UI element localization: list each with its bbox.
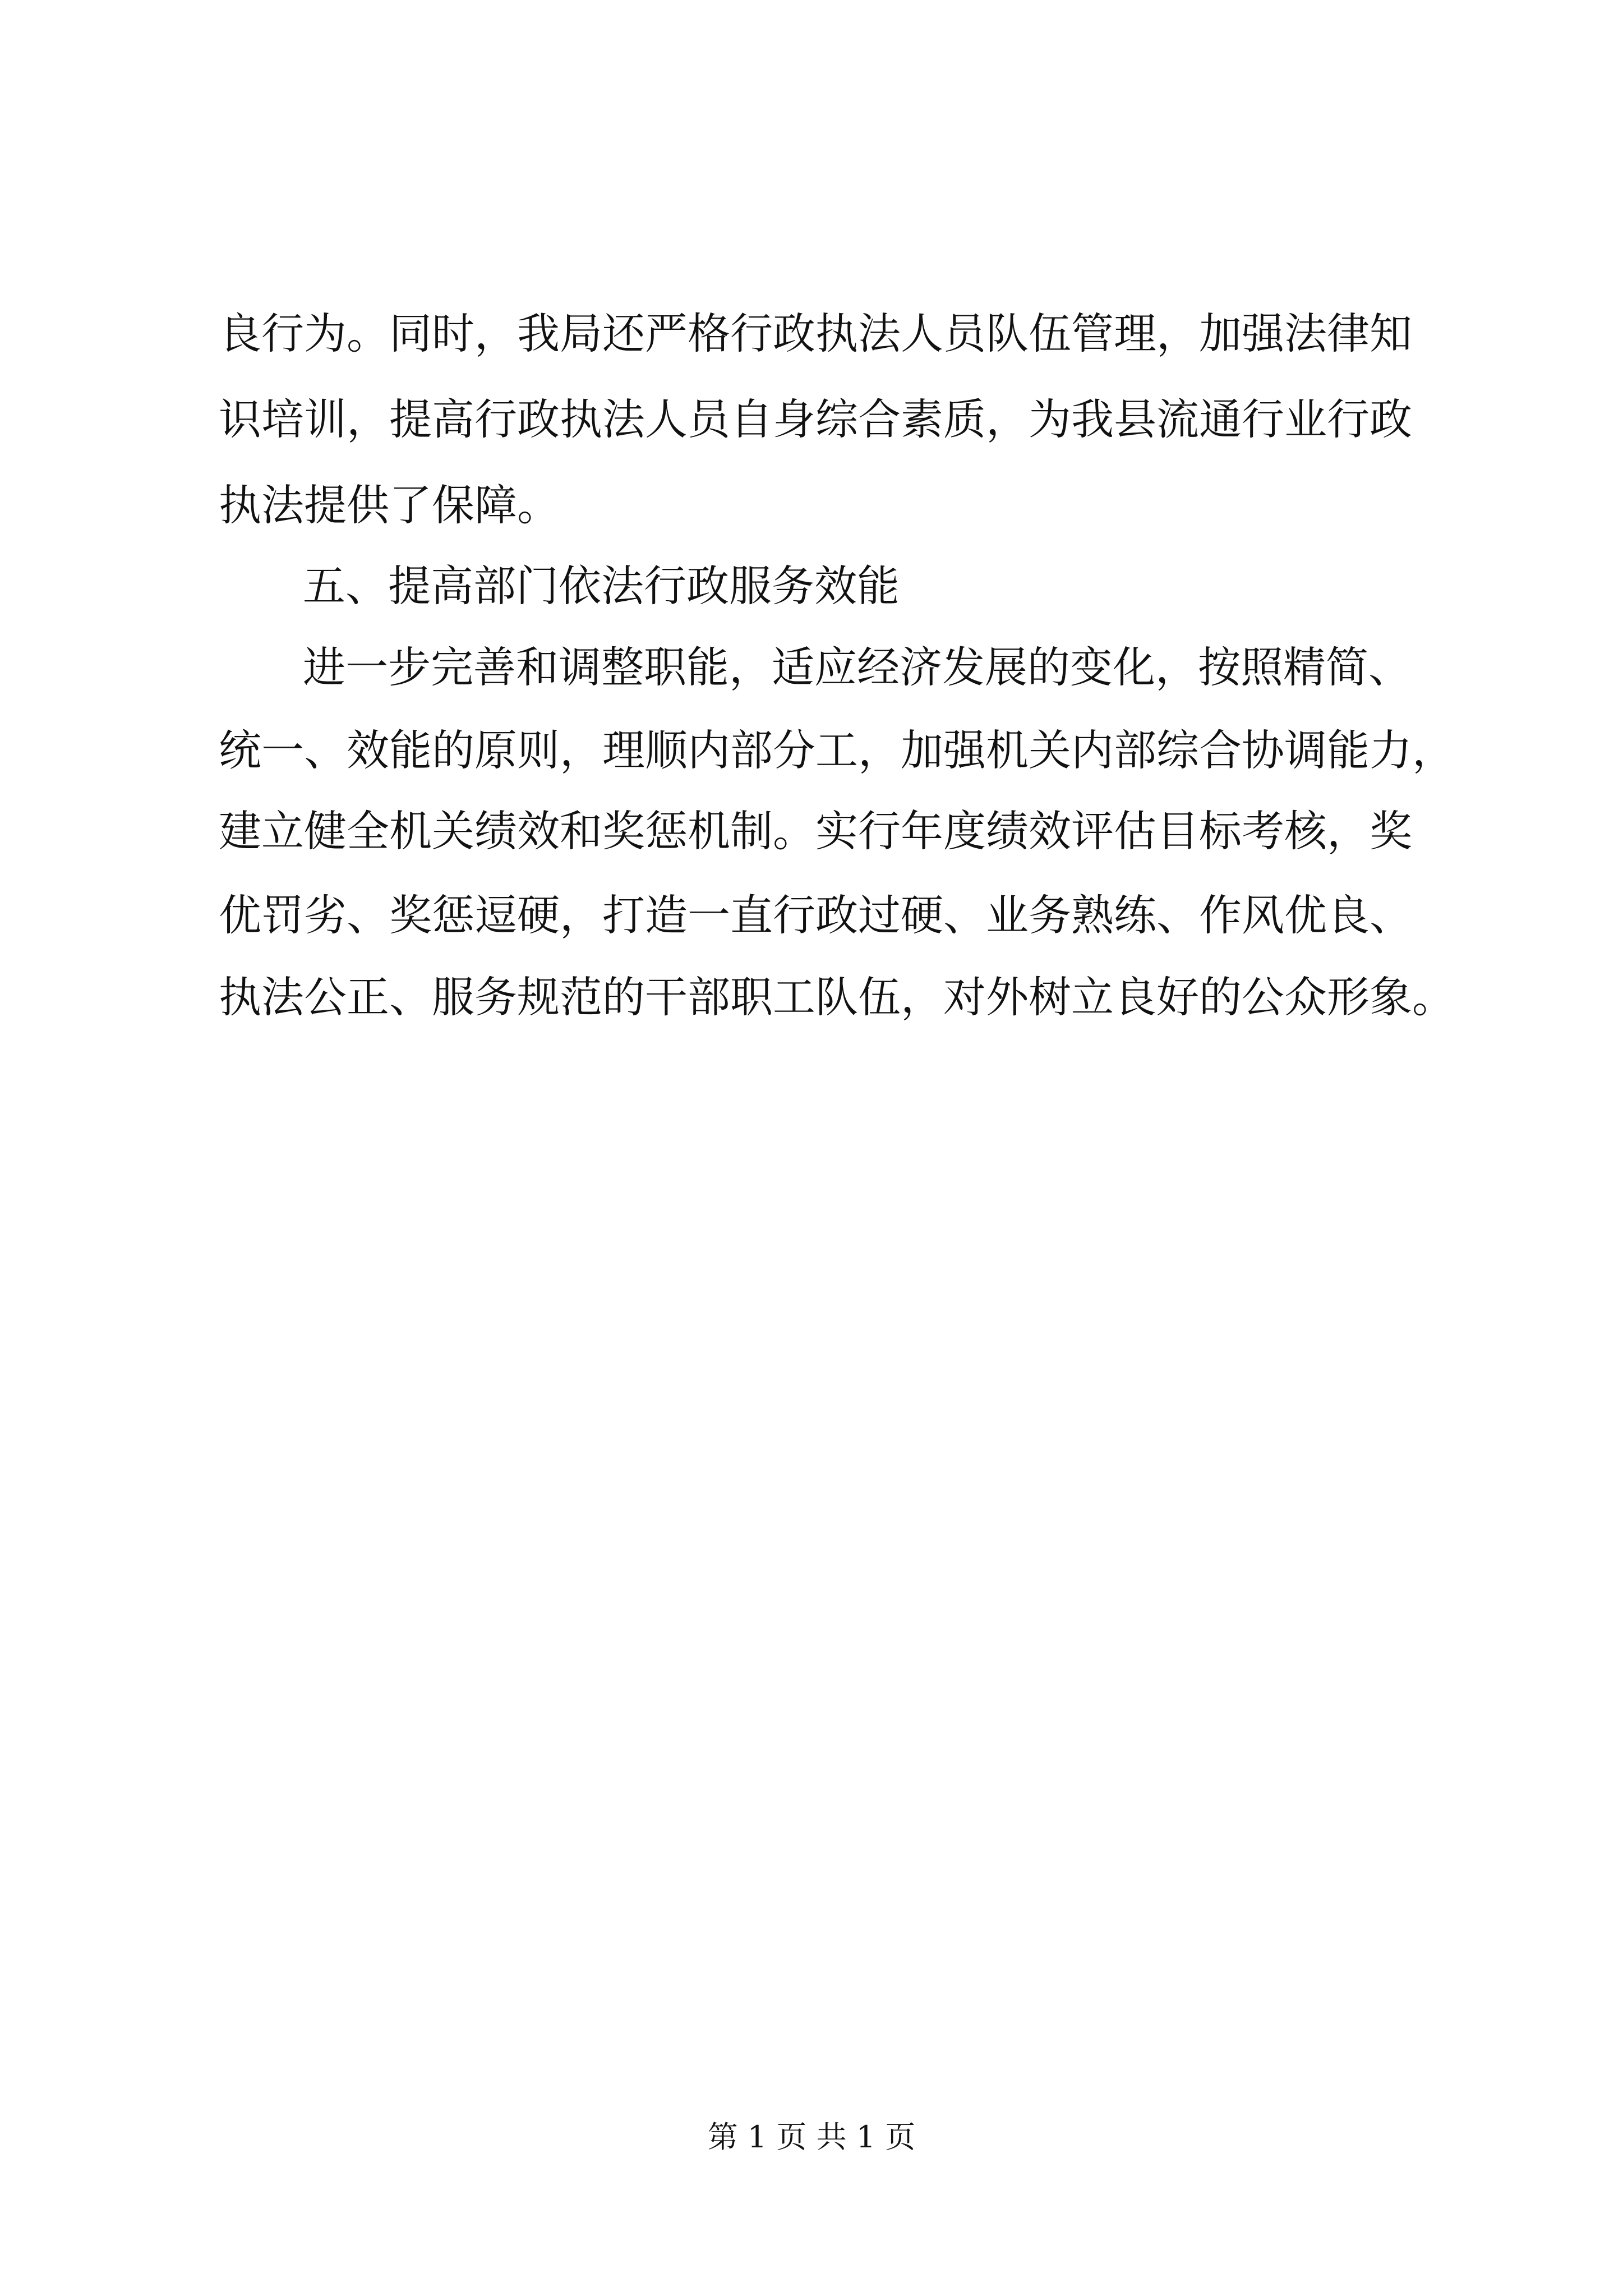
section-heading: 五、提高部门依法行政服务效能 (303, 561, 900, 611)
paragraph-line: 优罚劣、奖惩逗硬，打造一直行政过硬、业务熟练、作风优良、 (219, 890, 1412, 940)
paragraph-line: 统一、效能的原则，理顺内部分工，加强机关内部综合协调能力， (219, 725, 1455, 775)
paragraph-line: 建立健全机关绩效和奖惩机制。实行年度绩效评估目标考核，奖 (219, 806, 1412, 856)
paragraph-line: 执法提供了保障。 (219, 480, 560, 530)
paragraph-line: 良行为。同时，我局还严格行政执法人员队伍管理，加强法律知 (219, 309, 1412, 358)
paragraph-line: 执法公正、服务规范的干部职工队伍，对外树立良好的公众形象。 (219, 972, 1455, 1022)
paragraph-line: 进一步完善和调整职能，适应经济发展的变化，按照精简、 (303, 642, 1411, 692)
paragraph-line: 识培训，提高行政执法人员自身综合素质，为我县流通行业行政 (219, 394, 1412, 444)
page-footer: 第 1 页 共 1 页 (707, 2119, 916, 2155)
